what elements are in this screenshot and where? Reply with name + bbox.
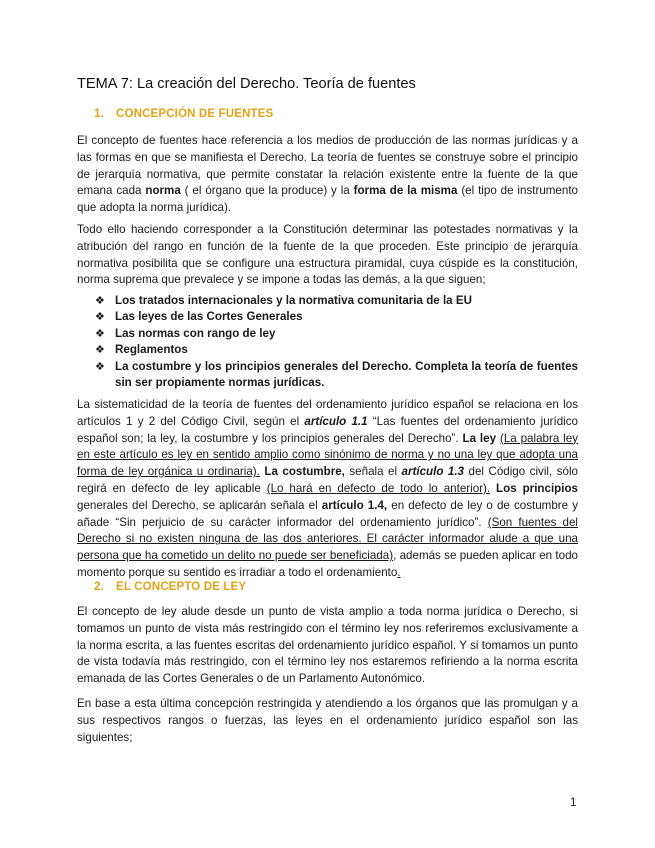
section-heading-concepcion xyxy=(94,107,273,120)
bold-term-norma: norma xyxy=(145,184,181,198)
section-number: 2. xyxy=(94,580,104,593)
section-number: 1. xyxy=(94,107,104,120)
text-run: “Las fuentes del ordenamiento jurídico español son; la ley, la costumbre y los principios generales del Derecho”. xyxy=(77,414,578,445)
bold-term-costumbre: La costumbre, xyxy=(264,465,345,479)
diamond-bullet-icon: ❖ xyxy=(95,344,105,357)
text-run: en defecto de ley o de costumbre y añade “Sin perjuicio de su carácter informador del ordenamiento jurídico”. xyxy=(77,498,579,529)
bold-term-ley: La ley xyxy=(462,431,497,445)
diamond-bullet-icon: ❖ xyxy=(95,360,105,373)
underlined-note: (Son fuentes del Derecho si no existen ninguna de las dos anteriores. El carácter informador alude a que una persona que ha cometido un delito no puede ser beneficiada) xyxy=(77,515,578,563)
page-number: 1 xyxy=(570,796,577,809)
list-item-text: Los tratados internacionales y la normativa comunitaria de la EU xyxy=(115,294,472,307)
text-run: La sistematicidad de la teoría de fuentes del ordenamiento jurídico español se relaciona en los artículos 1 y 2 del Código Civil, según el xyxy=(77,398,578,428)
text-run: , además se pueden aplicar en todo momento porque su sentido es irradiar a todo el ordenamiento xyxy=(77,549,578,579)
text-run: ( el órgano que la produce) y la xyxy=(180,184,354,198)
list-item xyxy=(95,359,578,392)
text-run: El concepto de fuentes hace referencia a los medios de producción de las normas jurídicas y a las formas en que se manifiesta el Derecho. La teoría de fuentes se construye sobre el principio de jerarquía normativa, que permite constatar la relación existente entre la fuente de la que emana cada xyxy=(77,134,578,198)
list-item-text: Las normas con rango de ley xyxy=(115,326,276,340)
list-item xyxy=(95,342,578,358)
underlined-period: . xyxy=(397,565,401,579)
section-heading-text: CONCEPCIÓN DE FUENTES xyxy=(116,107,274,120)
underlined-note: (La palabra ley en este artículo es ley en sentido amplio como sinónimo de norma y no una ley que adopta una forma de ley orgánica u ordinaria). xyxy=(77,431,578,479)
paragraph-constitution-hierarchy: Todo ello haciendo corresponder a la Constitución determinar las potestades normativas y la atribución del rango en función de la fuente de la que proceden. Este principio de jerarquía normativa posibilita que se configure una estructura piramidal, cuya cúspide es la constitución, norma suprema que prevalece y se impone a todas las demás, a la que siguen; xyxy=(77,223,578,287)
list-item xyxy=(95,309,578,325)
list-item-text: Reglamentos xyxy=(115,343,188,357)
document-title: TEMA 7: La creación del Derecho. Teoría de fuentes xyxy=(77,76,416,92)
paragraph-concept-of-sources xyxy=(77,133,578,217)
article-reference: artículo 1.4, xyxy=(321,498,388,512)
text-run: del Código civil, sólo regirá en defecto de ley aplicable xyxy=(77,465,578,495)
bold-term-principios: Los principios xyxy=(496,481,579,495)
bold-term-forma: forma de la misma xyxy=(353,184,458,198)
diamond-bullet-icon: ❖ xyxy=(95,295,105,307)
diamond-bullet-icon: ❖ xyxy=(95,311,105,324)
list-item-text: Las leyes de las Cortes Generales xyxy=(115,310,303,324)
list-item xyxy=(95,326,578,342)
text-run: (el tipo de instrumento que adopta la norma jurídica). xyxy=(77,184,578,215)
hierarchy-list xyxy=(95,293,578,391)
paragraph-concept-of-law: El concepto de ley alude desde un punto de vista amplio a toda norma jurídica o Derecho, si tomamos un punto de vista más restringido con el término ley nos referiremos exclusivamente a la norma escrita, a las fuentes escritas del ordenamiento jurídico español. Y si tomamos un punto de vista todavía más restringido, con el término ley nos estaremos refiriendo a la norma escrita emanada de las Cortes Generales o de un Parlamento Autonómico. xyxy=(77,605,578,686)
article-reference: artículo 1.1 xyxy=(304,414,368,428)
section-heading-text: EL CONCEPTO DE LEY xyxy=(116,580,247,593)
paragraph-civil-code-articles xyxy=(77,397,578,582)
text-run: generales del Derecho, se aplicarán señala el xyxy=(77,498,322,512)
diamond-bullet-icon: ❖ xyxy=(95,327,105,340)
text-run: señala el xyxy=(344,465,402,479)
underlined-note: (Lo hará en defecto de todo lo anterior). xyxy=(266,481,491,495)
paragraph-restricted-conception: En base a esta última concepción restringida y atendiendo a los órganos que las promulgan y a sus respectivos rangos o fuerzas, las leyes en el ordenamiento jurídico español son las siguientes; xyxy=(77,697,578,744)
section-heading-concepto-ley xyxy=(94,580,246,593)
list-item-text: La costumbre y los principios generales del Derecho. Completa la teoría de fuentes sin ser propiamente normas jurídicas. xyxy=(115,359,578,390)
article-reference: artículo 1.3 xyxy=(401,465,465,479)
list-item xyxy=(95,293,578,309)
